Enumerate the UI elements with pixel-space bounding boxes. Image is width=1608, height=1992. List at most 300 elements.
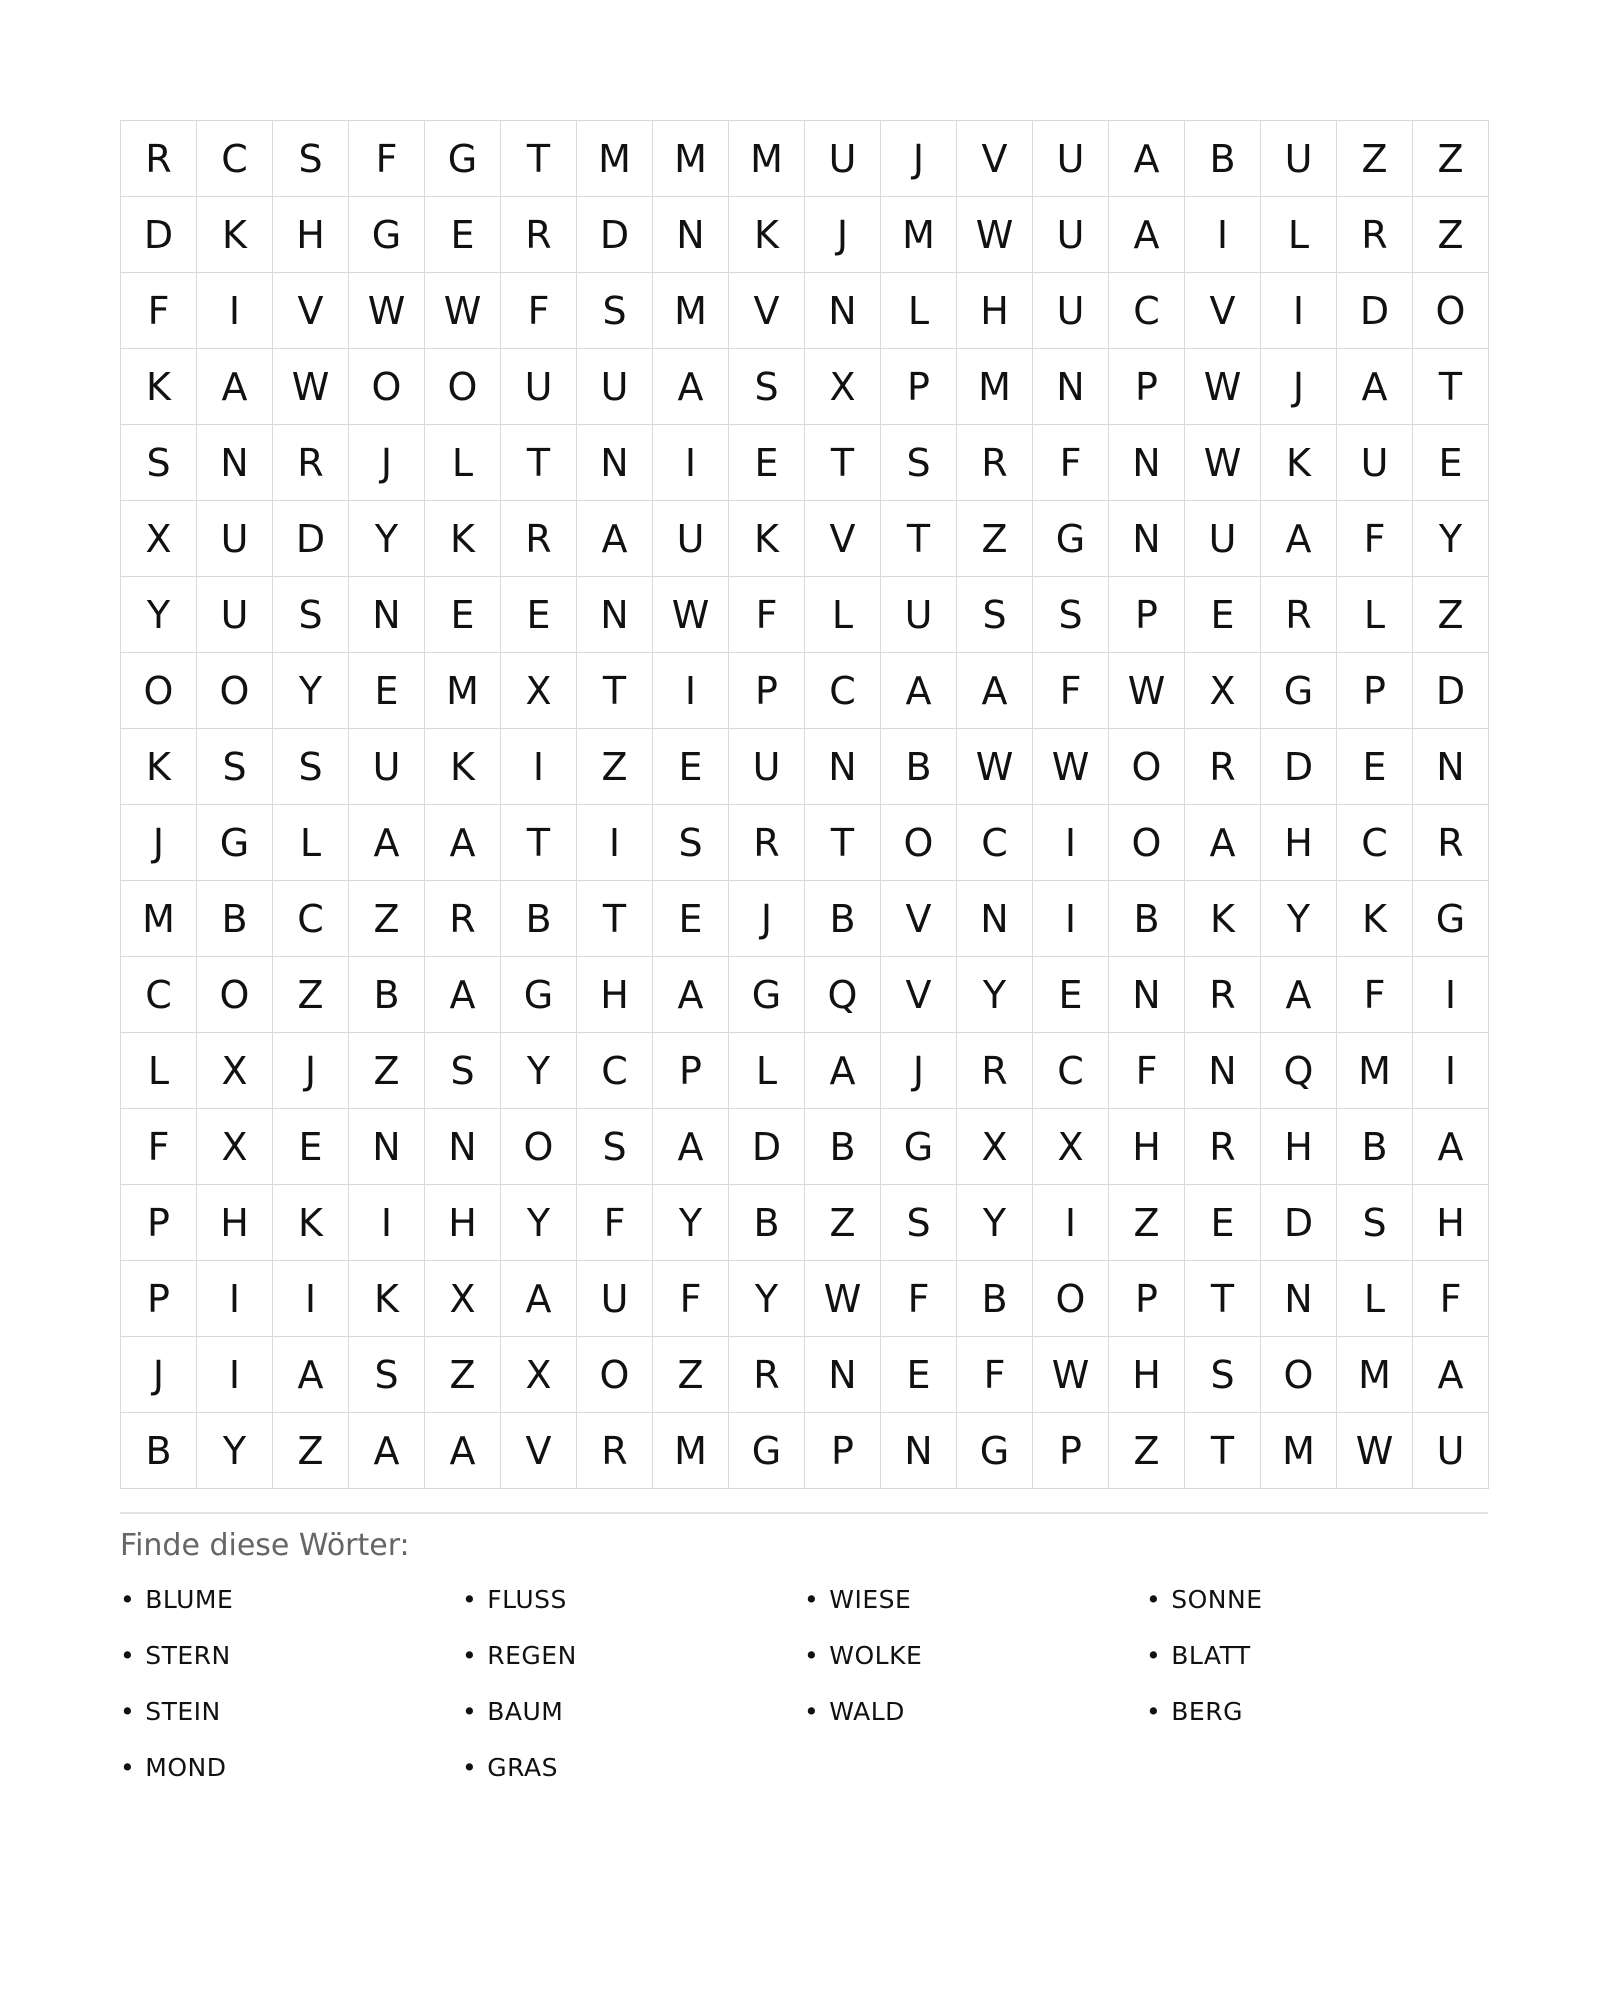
grid-cell[interactable]: S bbox=[1337, 1185, 1413, 1261]
grid-cell[interactable]: H bbox=[273, 197, 349, 273]
grid-cell[interactable]: O bbox=[197, 957, 273, 1033]
grid-cell[interactable]: G bbox=[729, 1413, 805, 1489]
grid-cell[interactable]: G bbox=[501, 957, 577, 1033]
grid-cell[interactable]: U bbox=[1033, 273, 1109, 349]
grid-cell[interactable]: N bbox=[805, 1337, 881, 1413]
grid-cell[interactable]: J bbox=[805, 197, 881, 273]
grid-cell[interactable]: C bbox=[1033, 1033, 1109, 1109]
grid-cell[interactable]: A bbox=[1413, 1337, 1489, 1413]
grid-cell[interactable]: A bbox=[1413, 1109, 1489, 1185]
grid-cell[interactable]: A bbox=[653, 1109, 729, 1185]
grid-cell[interactable]: S bbox=[273, 729, 349, 805]
grid-cell[interactable]: E bbox=[501, 577, 577, 653]
grid-cell[interactable]: B bbox=[1185, 121, 1261, 197]
grid-cell[interactable]: O bbox=[1261, 1337, 1337, 1413]
grid-cell[interactable]: K bbox=[349, 1261, 425, 1337]
grid-cell[interactable]: P bbox=[1337, 653, 1413, 729]
grid-cell[interactable]: N bbox=[881, 1413, 957, 1489]
grid-cell[interactable]: G bbox=[1261, 653, 1337, 729]
grid-cell[interactable]: T bbox=[881, 501, 957, 577]
grid-cell[interactable]: O bbox=[577, 1337, 653, 1413]
grid-cell[interactable]: X bbox=[121, 501, 197, 577]
grid-cell[interactable]: J bbox=[881, 121, 957, 197]
grid-cell[interactable]: T bbox=[1413, 349, 1489, 425]
grid-cell[interactable]: F bbox=[957, 1337, 1033, 1413]
grid-cell[interactable]: M bbox=[1261, 1413, 1337, 1489]
grid-cell[interactable]: X bbox=[425, 1261, 501, 1337]
grid-cell[interactable]: V bbox=[805, 501, 881, 577]
grid-cell[interactable]: Y bbox=[957, 1185, 1033, 1261]
grid-cell[interactable]: Z bbox=[273, 957, 349, 1033]
grid-cell[interactable]: V bbox=[501, 1413, 577, 1489]
grid-cell[interactable]: W bbox=[805, 1261, 881, 1337]
grid-cell[interactable]: I bbox=[577, 805, 653, 881]
grid-cell[interactable]: E bbox=[1413, 425, 1489, 501]
grid-cell[interactable]: Z bbox=[653, 1337, 729, 1413]
grid-cell[interactable]: R bbox=[1185, 1109, 1261, 1185]
grid-cell[interactable]: B bbox=[197, 881, 273, 957]
grid-cell[interactable]: E bbox=[729, 425, 805, 501]
grid-cell[interactable]: L bbox=[273, 805, 349, 881]
grid-cell[interactable]: W bbox=[1033, 729, 1109, 805]
grid-cell[interactable]: U bbox=[881, 577, 957, 653]
grid-cell[interactable]: U bbox=[501, 349, 577, 425]
grid-cell[interactable]: I bbox=[197, 1337, 273, 1413]
grid-cell[interactable]: P bbox=[121, 1185, 197, 1261]
grid-cell[interactable]: P bbox=[805, 1413, 881, 1489]
grid-cell[interactable]: G bbox=[1413, 881, 1489, 957]
grid-cell[interactable]: G bbox=[349, 197, 425, 273]
grid-cell[interactable]: C bbox=[197, 121, 273, 197]
grid-cell[interactable]: Z bbox=[1337, 121, 1413, 197]
grid-cell[interactable]: R bbox=[577, 1413, 653, 1489]
grid-cell[interactable]: J bbox=[349, 425, 425, 501]
grid-cell[interactable]: W bbox=[1033, 1337, 1109, 1413]
grid-cell[interactable]: A bbox=[1337, 349, 1413, 425]
grid-cell[interactable]: T bbox=[501, 425, 577, 501]
grid-cell[interactable]: A bbox=[957, 653, 1033, 729]
grid-cell[interactable]: T bbox=[805, 805, 881, 881]
grid-cell[interactable]: O bbox=[1413, 273, 1489, 349]
grid-cell[interactable]: X bbox=[1033, 1109, 1109, 1185]
grid-cell[interactable]: M bbox=[729, 121, 805, 197]
grid-cell[interactable]: I bbox=[197, 273, 273, 349]
grid-cell[interactable]: F bbox=[121, 273, 197, 349]
grid-cell[interactable]: S bbox=[197, 729, 273, 805]
grid-cell[interactable]: H bbox=[197, 1185, 273, 1261]
grid-cell[interactable]: W bbox=[653, 577, 729, 653]
grid-cell[interactable]: I bbox=[653, 653, 729, 729]
grid-cell[interactable]: K bbox=[425, 729, 501, 805]
grid-cell[interactable]: C bbox=[1109, 273, 1185, 349]
grid-cell[interactable]: P bbox=[1109, 349, 1185, 425]
grid-cell[interactable]: L bbox=[1337, 577, 1413, 653]
grid-cell[interactable]: V bbox=[881, 957, 957, 1033]
grid-cell[interactable]: A bbox=[1261, 501, 1337, 577]
grid-cell[interactable]: N bbox=[1033, 349, 1109, 425]
grid-cell[interactable]: H bbox=[957, 273, 1033, 349]
grid-cell[interactable]: P bbox=[1109, 577, 1185, 653]
grid-cell[interactable]: I bbox=[1033, 881, 1109, 957]
grid-cell[interactable]: E bbox=[1185, 577, 1261, 653]
grid-cell[interactable]: M bbox=[577, 121, 653, 197]
grid-cell[interactable]: A bbox=[1109, 197, 1185, 273]
grid-cell[interactable]: I bbox=[1261, 273, 1337, 349]
grid-cell[interactable]: D bbox=[729, 1109, 805, 1185]
grid-cell[interactable]: U bbox=[197, 577, 273, 653]
grid-cell[interactable]: F bbox=[121, 1109, 197, 1185]
grid-cell[interactable]: V bbox=[273, 273, 349, 349]
grid-cell[interactable]: Y bbox=[729, 1261, 805, 1337]
grid-cell[interactable]: F bbox=[501, 273, 577, 349]
grid-cell[interactable]: A bbox=[425, 1413, 501, 1489]
grid-cell[interactable]: L bbox=[1261, 197, 1337, 273]
grid-cell[interactable]: S bbox=[957, 577, 1033, 653]
grid-cell[interactable]: A bbox=[1261, 957, 1337, 1033]
grid-cell[interactable]: K bbox=[1261, 425, 1337, 501]
grid-cell[interactable]: R bbox=[957, 425, 1033, 501]
grid-cell[interactable]: N bbox=[425, 1109, 501, 1185]
grid-cell[interactable]: B bbox=[881, 729, 957, 805]
grid-cell[interactable]: I bbox=[501, 729, 577, 805]
grid-cell[interactable]: I bbox=[1033, 1185, 1109, 1261]
grid-cell[interactable]: G bbox=[881, 1109, 957, 1185]
grid-cell[interactable]: S bbox=[121, 425, 197, 501]
grid-cell[interactable]: T bbox=[577, 881, 653, 957]
grid-cell[interactable]: D bbox=[121, 197, 197, 273]
grid-cell[interactable]: V bbox=[957, 121, 1033, 197]
grid-cell[interactable]: Y bbox=[197, 1413, 273, 1489]
grid-cell[interactable]: J bbox=[121, 1337, 197, 1413]
grid-cell[interactable]: I bbox=[273, 1261, 349, 1337]
grid-cell[interactable]: B bbox=[1337, 1109, 1413, 1185]
grid-cell[interactable]: A bbox=[881, 653, 957, 729]
grid-cell[interactable]: S bbox=[653, 805, 729, 881]
grid-cell[interactable]: U bbox=[577, 1261, 653, 1337]
grid-cell[interactable]: J bbox=[881, 1033, 957, 1109]
grid-cell[interactable]: H bbox=[425, 1185, 501, 1261]
grid-cell[interactable]: O bbox=[1109, 729, 1185, 805]
grid-cell[interactable]: A bbox=[653, 957, 729, 1033]
grid-cell[interactable]: N bbox=[805, 273, 881, 349]
grid-cell[interactable]: P bbox=[121, 1261, 197, 1337]
grid-cell[interactable]: N bbox=[197, 425, 273, 501]
grid-cell[interactable]: W bbox=[957, 729, 1033, 805]
grid-cell[interactable]: H bbox=[1109, 1109, 1185, 1185]
grid-cell[interactable]: K bbox=[729, 501, 805, 577]
grid-cell[interactable]: N bbox=[1185, 1033, 1261, 1109]
grid-cell[interactable]: N bbox=[577, 577, 653, 653]
grid-cell[interactable]: R bbox=[1185, 729, 1261, 805]
grid-cell[interactable]: I bbox=[1185, 197, 1261, 273]
grid-cell[interactable]: Z bbox=[1413, 197, 1489, 273]
grid-cell[interactable]: U bbox=[1337, 425, 1413, 501]
grid-cell[interactable]: Z bbox=[1413, 121, 1489, 197]
grid-cell[interactable]: Z bbox=[349, 1033, 425, 1109]
grid-cell[interactable]: S bbox=[1033, 577, 1109, 653]
grid-cell[interactable]: O bbox=[501, 1109, 577, 1185]
grid-cell[interactable]: N bbox=[1109, 501, 1185, 577]
grid-cell[interactable]: V bbox=[881, 881, 957, 957]
grid-cell[interactable]: E bbox=[425, 197, 501, 273]
grid-cell[interactable]: O bbox=[121, 653, 197, 729]
grid-cell[interactable]: V bbox=[729, 273, 805, 349]
grid-cell[interactable]: Z bbox=[425, 1337, 501, 1413]
grid-cell[interactable]: F bbox=[1413, 1261, 1489, 1337]
grid-cell[interactable]: X bbox=[805, 349, 881, 425]
grid-cell[interactable]: G bbox=[1033, 501, 1109, 577]
grid-cell[interactable]: A bbox=[349, 1413, 425, 1489]
grid-cell[interactable]: L bbox=[805, 577, 881, 653]
grid-cell[interactable]: N bbox=[349, 577, 425, 653]
grid-cell[interactable]: N bbox=[1261, 1261, 1337, 1337]
grid-cell[interactable]: N bbox=[577, 425, 653, 501]
grid-cell[interactable]: B bbox=[349, 957, 425, 1033]
grid-cell[interactable]: U bbox=[197, 501, 273, 577]
grid-cell[interactable]: B bbox=[501, 881, 577, 957]
grid-cell[interactable]: G bbox=[197, 805, 273, 881]
grid-cell[interactable]: B bbox=[1109, 881, 1185, 957]
grid-cell[interactable]: I bbox=[653, 425, 729, 501]
grid-cell[interactable]: B bbox=[957, 1261, 1033, 1337]
grid-cell[interactable]: J bbox=[1261, 349, 1337, 425]
grid-cell[interactable]: L bbox=[729, 1033, 805, 1109]
grid-cell[interactable]: R bbox=[121, 121, 197, 197]
grid-cell[interactable]: O bbox=[1033, 1261, 1109, 1337]
grid-cell[interactable]: A bbox=[577, 501, 653, 577]
grid-cell[interactable]: J bbox=[273, 1033, 349, 1109]
grid-cell[interactable]: N bbox=[1413, 729, 1489, 805]
grid-cell[interactable]: E bbox=[273, 1109, 349, 1185]
grid-cell[interactable]: A bbox=[501, 1261, 577, 1337]
grid-cell[interactable]: I bbox=[1413, 1033, 1489, 1109]
grid-cell[interactable]: F bbox=[1337, 957, 1413, 1033]
grid-cell[interactable]: Z bbox=[1109, 1185, 1185, 1261]
grid-cell[interactable]: I bbox=[197, 1261, 273, 1337]
grid-cell[interactable]: Y bbox=[1261, 881, 1337, 957]
grid-cell[interactable]: W bbox=[1185, 425, 1261, 501]
grid-cell[interactable]: U bbox=[1033, 121, 1109, 197]
grid-cell[interactable]: U bbox=[1413, 1413, 1489, 1489]
grid-cell[interactable]: Z bbox=[957, 501, 1033, 577]
grid-cell[interactable]: M bbox=[653, 121, 729, 197]
grid-cell[interactable]: U bbox=[349, 729, 425, 805]
grid-cell[interactable]: E bbox=[653, 881, 729, 957]
grid-cell[interactable]: X bbox=[197, 1109, 273, 1185]
grid-cell[interactable]: A bbox=[805, 1033, 881, 1109]
grid-cell[interactable]: N bbox=[653, 197, 729, 273]
grid-cell[interactable]: D bbox=[1261, 729, 1337, 805]
grid-cell[interactable]: B bbox=[805, 881, 881, 957]
grid-cell[interactable]: F bbox=[653, 1261, 729, 1337]
grid-cell[interactable]: B bbox=[729, 1185, 805, 1261]
grid-cell[interactable]: K bbox=[121, 729, 197, 805]
grid-cell[interactable]: Y bbox=[121, 577, 197, 653]
grid-cell[interactable]: M bbox=[653, 273, 729, 349]
grid-cell[interactable]: C bbox=[577, 1033, 653, 1109]
grid-cell[interactable]: U bbox=[1185, 501, 1261, 577]
grid-cell[interactable]: U bbox=[653, 501, 729, 577]
grid-cell[interactable]: Z bbox=[805, 1185, 881, 1261]
grid-cell[interactable]: F bbox=[1033, 653, 1109, 729]
grid-cell[interactable]: D bbox=[273, 501, 349, 577]
grid-cell[interactable]: I bbox=[1033, 805, 1109, 881]
grid-cell[interactable]: A bbox=[653, 349, 729, 425]
grid-cell[interactable]: S bbox=[577, 1109, 653, 1185]
grid-cell[interactable]: B bbox=[805, 1109, 881, 1185]
grid-cell[interactable]: N bbox=[349, 1109, 425, 1185]
grid-cell[interactable]: U bbox=[729, 729, 805, 805]
grid-cell[interactable]: T bbox=[501, 805, 577, 881]
grid-cell[interactable]: Z bbox=[349, 881, 425, 957]
grid-cell[interactable]: Z bbox=[1109, 1413, 1185, 1489]
grid-cell[interactable]: R bbox=[1413, 805, 1489, 881]
grid-cell[interactable]: E bbox=[653, 729, 729, 805]
grid-cell[interactable]: K bbox=[425, 501, 501, 577]
grid-cell[interactable]: M bbox=[121, 881, 197, 957]
grid-cell[interactable]: P bbox=[1109, 1261, 1185, 1337]
grid-cell[interactable]: R bbox=[1185, 957, 1261, 1033]
grid-cell[interactable]: S bbox=[577, 273, 653, 349]
grid-cell[interactable]: R bbox=[501, 197, 577, 273]
grid-cell[interactable]: Y bbox=[653, 1185, 729, 1261]
grid-cell[interactable]: G bbox=[957, 1413, 1033, 1489]
grid-cell[interactable]: N bbox=[1109, 957, 1185, 1033]
grid-cell[interactable]: S bbox=[425, 1033, 501, 1109]
grid-cell[interactable]: R bbox=[501, 501, 577, 577]
grid-cell[interactable]: E bbox=[881, 1337, 957, 1413]
grid-cell[interactable]: W bbox=[1185, 349, 1261, 425]
grid-cell[interactable]: Y bbox=[501, 1185, 577, 1261]
grid-cell[interactable]: O bbox=[425, 349, 501, 425]
grid-cell[interactable]: J bbox=[729, 881, 805, 957]
grid-cell[interactable]: W bbox=[957, 197, 1033, 273]
grid-cell[interactable]: G bbox=[425, 121, 501, 197]
grid-cell[interactable]: S bbox=[881, 1185, 957, 1261]
grid-cell[interactable]: P bbox=[881, 349, 957, 425]
grid-cell[interactable]: K bbox=[273, 1185, 349, 1261]
grid-cell[interactable]: F bbox=[729, 577, 805, 653]
grid-cell[interactable]: H bbox=[1413, 1185, 1489, 1261]
grid-cell[interactable]: W bbox=[1109, 653, 1185, 729]
grid-cell[interactable]: N bbox=[957, 881, 1033, 957]
grid-cell[interactable]: F bbox=[349, 121, 425, 197]
grid-cell[interactable]: X bbox=[501, 653, 577, 729]
grid-cell[interactable]: A bbox=[1185, 805, 1261, 881]
grid-cell[interactable]: R bbox=[273, 425, 349, 501]
grid-cell[interactable]: U bbox=[1033, 197, 1109, 273]
grid-cell[interactable]: M bbox=[1337, 1337, 1413, 1413]
grid-cell[interactable]: S bbox=[729, 349, 805, 425]
grid-cell[interactable]: K bbox=[121, 349, 197, 425]
grid-cell[interactable]: F bbox=[1109, 1033, 1185, 1109]
grid-cell[interactable]: W bbox=[1337, 1413, 1413, 1489]
grid-cell[interactable]: A bbox=[425, 957, 501, 1033]
grid-cell[interactable]: G bbox=[729, 957, 805, 1033]
grid-cell[interactable]: O bbox=[1109, 805, 1185, 881]
grid-cell[interactable]: U bbox=[805, 121, 881, 197]
grid-cell[interactable]: X bbox=[501, 1337, 577, 1413]
grid-cell[interactable]: R bbox=[425, 881, 501, 957]
grid-cell[interactable]: L bbox=[881, 273, 957, 349]
grid-cell[interactable]: E bbox=[349, 653, 425, 729]
grid-cell[interactable]: X bbox=[197, 1033, 273, 1109]
grid-cell[interactable]: K bbox=[1185, 881, 1261, 957]
grid-cell[interactable]: C bbox=[805, 653, 881, 729]
grid-cell[interactable]: S bbox=[881, 425, 957, 501]
grid-cell[interactable]: F bbox=[1033, 425, 1109, 501]
grid-cell[interactable]: M bbox=[1337, 1033, 1413, 1109]
grid-cell[interactable]: P bbox=[729, 653, 805, 729]
grid-cell[interactable]: E bbox=[1337, 729, 1413, 805]
grid-cell[interactable]: L bbox=[425, 425, 501, 501]
grid-cell[interactable]: O bbox=[349, 349, 425, 425]
grid-cell[interactable]: Y bbox=[1413, 501, 1489, 577]
grid-cell[interactable]: K bbox=[729, 197, 805, 273]
grid-cell[interactable]: B bbox=[121, 1413, 197, 1489]
grid-cell[interactable]: D bbox=[577, 197, 653, 273]
grid-cell[interactable]: W bbox=[425, 273, 501, 349]
grid-cell[interactable]: D bbox=[1413, 653, 1489, 729]
grid-cell[interactable]: T bbox=[1185, 1413, 1261, 1489]
grid-cell[interactable]: E bbox=[1185, 1185, 1261, 1261]
grid-cell[interactable]: R bbox=[1337, 197, 1413, 273]
grid-cell[interactable]: S bbox=[1185, 1337, 1261, 1413]
grid-cell[interactable]: L bbox=[121, 1033, 197, 1109]
grid-cell[interactable]: H bbox=[577, 957, 653, 1033]
grid-cell[interactable]: M bbox=[653, 1413, 729, 1489]
grid-cell[interactable]: H bbox=[1261, 1109, 1337, 1185]
grid-cell[interactable]: H bbox=[1109, 1337, 1185, 1413]
grid-cell[interactable]: M bbox=[957, 349, 1033, 425]
grid-cell[interactable]: M bbox=[425, 653, 501, 729]
grid-cell[interactable]: T bbox=[1185, 1261, 1261, 1337]
grid-cell[interactable]: R bbox=[729, 805, 805, 881]
grid-cell[interactable]: Z bbox=[273, 1413, 349, 1489]
grid-cell[interactable]: C bbox=[1337, 805, 1413, 881]
grid-cell[interactable]: A bbox=[425, 805, 501, 881]
grid-cell[interactable]: A bbox=[197, 349, 273, 425]
grid-cell[interactable]: V bbox=[1185, 273, 1261, 349]
grid-cell[interactable]: N bbox=[1109, 425, 1185, 501]
grid-cell[interactable]: S bbox=[273, 577, 349, 653]
grid-cell[interactable]: F bbox=[1337, 501, 1413, 577]
grid-cell[interactable]: W bbox=[349, 273, 425, 349]
grid-cell[interactable]: N bbox=[805, 729, 881, 805]
grid-cell[interactable]: F bbox=[577, 1185, 653, 1261]
grid-cell[interactable]: Q bbox=[805, 957, 881, 1033]
grid-cell[interactable]: T bbox=[501, 121, 577, 197]
grid-cell[interactable]: Z bbox=[1413, 577, 1489, 653]
grid-cell[interactable]: K bbox=[1337, 881, 1413, 957]
grid-cell[interactable]: Y bbox=[349, 501, 425, 577]
grid-cell[interactable]: L bbox=[1337, 1261, 1413, 1337]
grid-cell[interactable]: I bbox=[1413, 957, 1489, 1033]
grid-cell[interactable]: J bbox=[121, 805, 197, 881]
grid-cell[interactable]: O bbox=[197, 653, 273, 729]
grid-cell[interactable]: C bbox=[121, 957, 197, 1033]
grid-cell[interactable]: Z bbox=[577, 729, 653, 805]
grid-cell[interactable]: U bbox=[1261, 121, 1337, 197]
grid-cell[interactable]: T bbox=[805, 425, 881, 501]
grid-cell[interactable]: D bbox=[1261, 1185, 1337, 1261]
grid-cell[interactable]: Y bbox=[957, 957, 1033, 1033]
grid-cell[interactable]: X bbox=[1185, 653, 1261, 729]
grid-cell[interactable]: I bbox=[349, 1185, 425, 1261]
grid-cell[interactable]: D bbox=[1337, 273, 1413, 349]
grid-cell[interactable]: M bbox=[881, 197, 957, 273]
grid-cell[interactable]: R bbox=[729, 1337, 805, 1413]
